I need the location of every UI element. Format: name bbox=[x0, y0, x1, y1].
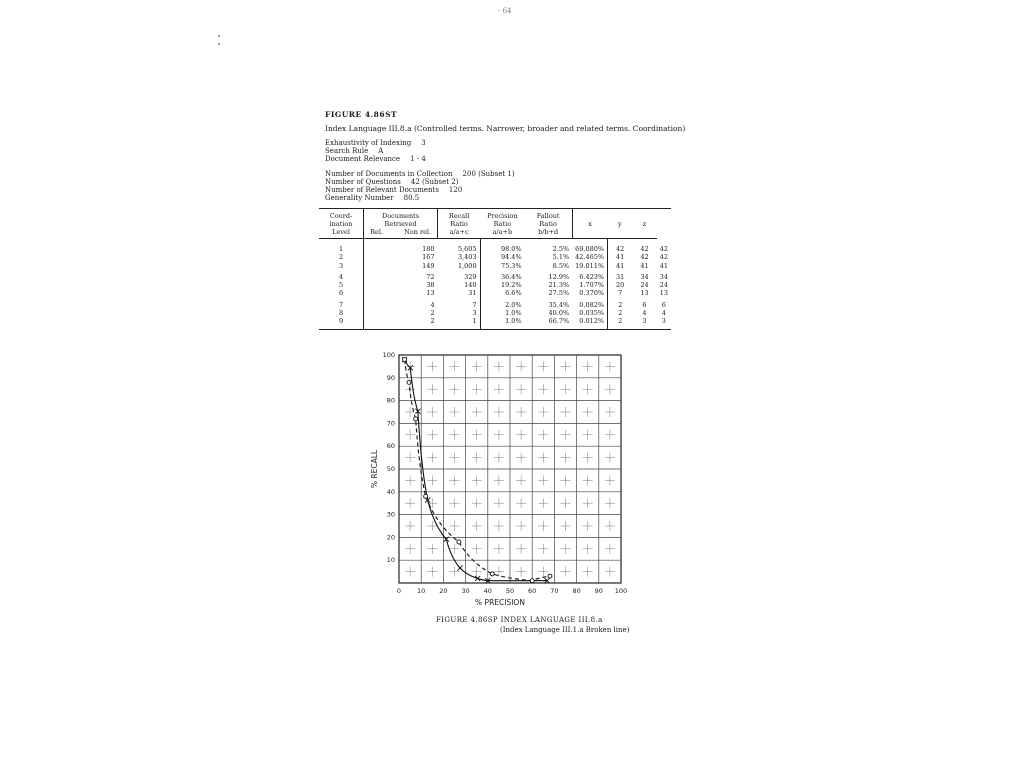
y-axis-label: % RECALL bbox=[370, 449, 379, 489]
y-tick-label: 80 bbox=[386, 396, 395, 405]
header-precision: Precision Ratio a/a+b bbox=[480, 209, 525, 239]
table-cell-fallout: 42.465% bbox=[575, 253, 605, 262]
table-cell-precision: 2.5% bbox=[552, 245, 570, 253]
data-point-x bbox=[458, 565, 463, 570]
collection-label: Number of Questions bbox=[325, 177, 401, 186]
table-cell-z: 13 bbox=[659, 289, 668, 298]
header-fallout: Fallout Ratio b/b+d bbox=[525, 209, 573, 239]
table-cell-rel: 167 bbox=[364, 253, 438, 261]
table-cell-fallout: 0.370% bbox=[579, 289, 605, 298]
x-axis-label: % PRECISION bbox=[475, 598, 525, 607]
table-cell-nonrel: 1 bbox=[472, 317, 477, 326]
table-cell-rel: 149 bbox=[364, 262, 438, 270]
data-point-x bbox=[475, 576, 480, 581]
table-cell-z: 3 bbox=[661, 317, 666, 326]
table-cell-z: 41 bbox=[659, 261, 668, 270]
table-cell-x: 42 bbox=[608, 239, 633, 254]
x-tick-label: 30 bbox=[461, 587, 470, 595]
data-point-circle bbox=[530, 579, 534, 583]
table-cell-rel: 72 bbox=[364, 270, 438, 281]
table-cell-x: 2 bbox=[608, 309, 633, 317]
collection-value: 120 bbox=[448, 186, 463, 195]
table-cell-x: 31 bbox=[608, 270, 633, 281]
x-tick-label: 70 bbox=[550, 587, 559, 595]
header-z: z bbox=[632, 209, 657, 239]
data-point-circle bbox=[457, 540, 461, 544]
table-cell-precision: 66.7% bbox=[548, 317, 570, 326]
table-cell-y: 24 bbox=[640, 281, 649, 290]
param-label: Document Relevance bbox=[325, 155, 401, 164]
table-cell-level: 3 bbox=[338, 261, 344, 270]
header-recall: Recall Ratio a/a+c bbox=[438, 209, 481, 239]
table-cell-z: 42 bbox=[659, 244, 668, 253]
table-cell-fallout: 0.035% bbox=[579, 309, 605, 318]
table-cell-rel: 2 bbox=[364, 317, 438, 329]
table-cell-precision: 12.9% bbox=[548, 272, 570, 281]
table-cell-recall: 98.0% bbox=[480, 239, 525, 254]
x-tick-label: 40 bbox=[483, 587, 492, 595]
table-cell-fallout: 6.423% bbox=[579, 272, 605, 281]
table-cell-level: 8 bbox=[338, 309, 344, 318]
figure-subcaption: (Index Language III.1.a Broken line) bbox=[500, 626, 630, 634]
x-tick-label: 90 bbox=[594, 587, 603, 595]
table-cell-y: 34 bbox=[640, 272, 649, 281]
table-cell-rel: 2 bbox=[364, 309, 438, 317]
collection-label: Generality Number bbox=[325, 194, 394, 203]
y-tick-label: 20 bbox=[386, 533, 395, 542]
table-cell-y: 42 bbox=[640, 253, 649, 262]
param-value: 1 - 4 bbox=[410, 155, 426, 164]
y-tick-label: 70 bbox=[386, 419, 395, 428]
table-cell-rel: 13 bbox=[364, 289, 438, 297]
y-tick-label: 50 bbox=[386, 465, 395, 473]
data-point-circle bbox=[414, 417, 418, 421]
table-cell-nonrel: 31 bbox=[468, 289, 477, 298]
y-tick-label: 40 bbox=[386, 487, 395, 496]
table-cell-fallout: 1.707% bbox=[579, 281, 605, 290]
table-cell-precision: 40.0% bbox=[548, 309, 570, 318]
table-cell-level: 2 bbox=[338, 253, 344, 262]
table-cell-level: 9 bbox=[338, 317, 344, 326]
table-cell-fallout: 69.080% bbox=[575, 245, 605, 253]
table-cell-rel: 180 bbox=[364, 239, 438, 254]
table-cell-precision: 8.5% bbox=[552, 261, 570, 270]
data-point-circle bbox=[490, 572, 494, 576]
param-value: A bbox=[378, 147, 384, 156]
collection-label: Number of Relevant Documents bbox=[325, 186, 439, 195]
x-tick-label: 100 bbox=[614, 587, 628, 595]
header-documents-label: Documents Retrieved bbox=[382, 212, 420, 228]
table-cell-recall: 6.6% bbox=[480, 289, 525, 297]
x-tick-label: 80 bbox=[572, 587, 581, 595]
table-cell-fallout: 0.082% bbox=[579, 300, 605, 309]
table-cell-recall: 36.4% bbox=[480, 270, 525, 281]
table-cell-nonrel: 3 bbox=[472, 309, 477, 318]
data-point-circle bbox=[407, 380, 411, 384]
table-cell-recall: 1.0% bbox=[480, 309, 525, 317]
header-coordination-level: Coord- ination Level bbox=[319, 209, 364, 239]
table-cell-level: 6 bbox=[338, 289, 344, 298]
table-cell-level: 4 bbox=[338, 272, 344, 281]
table-cell-precision: 21.3% bbox=[548, 281, 570, 290]
index-language-line: Index Language III.8.a (Controlled terms. Narrower, broader and related terms. Coordination) bbox=[325, 124, 686, 133]
table-cell-x: 2 bbox=[608, 317, 633, 329]
table-cell-nonrel: 329 bbox=[464, 272, 477, 281]
x-tick-label: 0 bbox=[396, 587, 402, 595]
collection-label: Number of Documents in Collection bbox=[325, 169, 453, 178]
table-cell-fallout: 19.011% bbox=[575, 261, 605, 270]
table-cell-recall: 19.2% bbox=[480, 281, 525, 289]
x-tick-label: 60 bbox=[528, 587, 537, 595]
table-cell-x: 41 bbox=[608, 253, 633, 261]
figure-title: FIGURE 4.86ST bbox=[325, 110, 398, 119]
table-cell-rel: 38 bbox=[364, 281, 438, 289]
param-label: Search Rule bbox=[325, 147, 369, 156]
table-cell-nonrel: 7 bbox=[472, 300, 477, 309]
y-tick-label: 10 bbox=[386, 556, 395, 565]
data-point-circle bbox=[424, 494, 428, 498]
x-tick-label: 50 bbox=[505, 587, 515, 595]
table-cell-y: 3 bbox=[642, 317, 647, 326]
table-cell-x: 7 bbox=[608, 289, 633, 297]
table-cell-level: 1 bbox=[338, 245, 344, 253]
header-rel: Rel. bbox=[370, 228, 383, 236]
param-value: 3 bbox=[421, 139, 426, 147]
table-cell-z: 42 bbox=[659, 253, 668, 262]
page-number: - 64 bbox=[498, 7, 512, 15]
param-label: Exhaustivity of Indexing bbox=[325, 139, 412, 147]
table-cell-z: 24 bbox=[659, 281, 668, 290]
y-tick-label: 100 bbox=[382, 351, 395, 359]
table-cell-recall: 2.0% bbox=[480, 298, 525, 309]
series-line-dashed bbox=[405, 360, 550, 581]
series-line-solid bbox=[405, 360, 548, 581]
table-cell-recall: 75.3% bbox=[480, 262, 525, 270]
table-cell-z: 34 bbox=[659, 272, 668, 281]
table-cell-nonrel: 5,605 bbox=[457, 245, 477, 253]
y-tick-label: 90 bbox=[386, 373, 395, 382]
table-cell-rel: 4 bbox=[364, 298, 438, 309]
table-cell-fallout: 0.012% bbox=[579, 317, 605, 326]
table-cell-recall: 1.0% bbox=[480, 317, 525, 329]
table-cell-recall: 94.4% bbox=[480, 253, 525, 261]
collection-value: 42 (Subset 2) bbox=[410, 177, 459, 186]
table-cell-nonrel: 1,000 bbox=[457, 261, 477, 270]
table-cell-y: 41 bbox=[640, 261, 649, 270]
table-cell-y: 4 bbox=[642, 309, 647, 318]
table-cell-x: 20 bbox=[608, 281, 633, 289]
table-cell-y: 13 bbox=[640, 289, 649, 298]
table-cell-y: 42 bbox=[640, 245, 649, 253]
figure-caption: FIGURE 4.86SP INDEX LANGUAGE III.8.a bbox=[436, 616, 603, 624]
y-tick-label: 60 bbox=[386, 442, 395, 451]
x-tick-label: 10 bbox=[417, 587, 426, 595]
table-cell-nonrel: 3,403 bbox=[457, 253, 477, 262]
data-point-circle bbox=[403, 358, 407, 362]
header-y: y bbox=[608, 209, 633, 239]
y-tick-label: 30 bbox=[386, 510, 395, 519]
table-cell-z: 4 bbox=[661, 309, 666, 318]
header-nonrel: Non rel. bbox=[404, 228, 432, 236]
table-cell-precision: 27.5% bbox=[548, 289, 570, 298]
table-cell-level: 7 bbox=[338, 300, 344, 309]
table-cell-precision: 5.1% bbox=[552, 253, 570, 262]
x-tick-label: 20 bbox=[439, 587, 448, 595]
data-point-circle bbox=[548, 574, 552, 578]
table-cell-x: 2 bbox=[608, 298, 633, 309]
header-x: x bbox=[572, 209, 607, 239]
collection-value: 80.5 bbox=[403, 194, 420, 203]
table-cell-level: 5 bbox=[338, 281, 344, 290]
table-cell-x: 41 bbox=[608, 262, 633, 270]
table-cell-nonrel: 140 bbox=[464, 281, 477, 290]
table-cell-precision: 35.4% bbox=[548, 300, 570, 309]
table-cell-z: 6 bbox=[661, 300, 666, 309]
table-cell-y: 6 bbox=[642, 300, 647, 309]
collection-value: 200 (Subset 1) bbox=[462, 169, 515, 178]
